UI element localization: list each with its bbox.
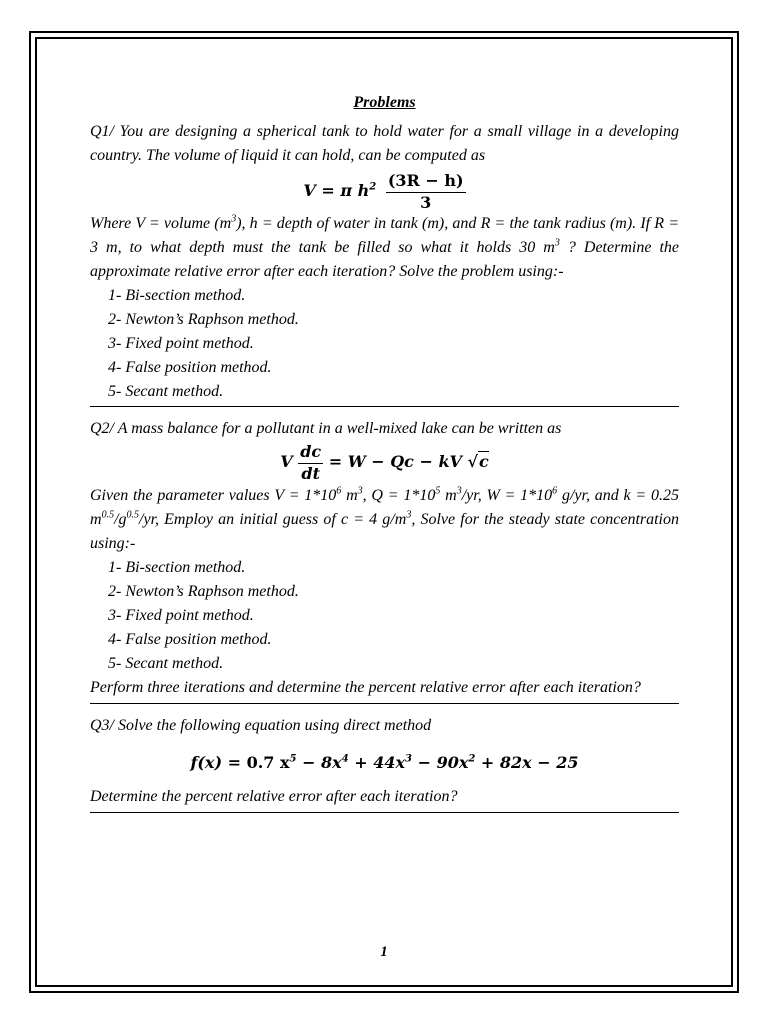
q3-closing: Determine the percent relative error after each iteration? bbox=[90, 788, 458, 805]
q2-text: /yr, Employ an initial guess of c = 4 g/m bbox=[139, 511, 407, 528]
q3-eq-term: + 44x bbox=[348, 753, 406, 772]
q2-sup: 5 bbox=[435, 485, 441, 497]
q3-eq-term: + 82x − 25 bbox=[475, 753, 579, 772]
q2-text: , Q = 1*10 bbox=[362, 487, 436, 504]
list-item: 4- False position method. bbox=[108, 631, 272, 648]
q2-text: , Solve for the steady state concentration using:- bbox=[90, 511, 680, 552]
list-item: 3- Fixed point method. bbox=[108, 335, 254, 352]
q2-closing: Perform three iterations and determine the percent relative error after each iteration? bbox=[90, 679, 641, 696]
q1-text-c: ? Determine the approximate relative error after each iteration? Solve the problem using:- bbox=[90, 239, 680, 280]
q1-intro: Q1/ You are designing a spherical tank to hold water for a small village in a developing country. The volume of liquid it can hold, can be computed as bbox=[90, 123, 679, 164]
q2-sup: 0.5 bbox=[101, 509, 115, 521]
q2-sup: 3 bbox=[406, 509, 412, 521]
list-item: 5- Secant method. bbox=[108, 383, 224, 400]
q1-method-list bbox=[90, 284, 679, 404]
q2-text: m bbox=[341, 487, 358, 504]
list-item: 3- Fixed point method. bbox=[108, 607, 254, 624]
list-item: 4- False position method. bbox=[108, 359, 272, 376]
section-divider bbox=[90, 812, 679, 813]
q2-sup: 0.5 bbox=[126, 509, 140, 521]
q2-eq-denominator: dt bbox=[298, 463, 323, 484]
q2-text: m bbox=[440, 487, 457, 504]
q2-eq-sqrt: √c bbox=[467, 452, 489, 471]
q2-method-list bbox=[90, 556, 679, 676]
q3-polynomial-equation bbox=[90, 753, 679, 772]
page-number: 1 bbox=[380, 944, 388, 960]
q3-eq-exp: 2 bbox=[468, 753, 476, 765]
q3-eq-term: − 90x bbox=[412, 753, 469, 772]
q2-eq-v: V bbox=[280, 452, 293, 471]
list-item: 2- Newton’s Raphson method. bbox=[108, 311, 299, 328]
list-item: 2- Newton’s Raphson method. bbox=[108, 583, 299, 600]
q3-eq-term: − 8x bbox=[296, 753, 342, 772]
q1-eq-denominator: 3 bbox=[386, 192, 466, 213]
list-item: 1- Bi-section method. bbox=[108, 287, 246, 304]
q1-volume-equation bbox=[90, 170, 679, 213]
q2-text: g/yr, and k = 0.25 m bbox=[90, 487, 679, 528]
q2-sup: 3 bbox=[456, 485, 462, 497]
q2-eq-fraction bbox=[298, 441, 323, 484]
q1-body bbox=[90, 212, 679, 284]
q1-eq-numerator: (3R − h) bbox=[387, 171, 464, 190]
q2-eq-radicand: c bbox=[479, 452, 489, 471]
section-divider bbox=[90, 406, 679, 407]
q2-text: /g bbox=[114, 511, 127, 528]
list-item: 5- Secant method. bbox=[108, 655, 224, 672]
q1-text-b: ), h = depth of water in tank (m), and R = the tank radius (m). If R = 3 m, to what depth must the tank be filled so what it holds 30 m bbox=[90, 215, 679, 256]
q2-intro: Q2/ A mass balance for a pollutant in a well-mixed lake can be written as bbox=[90, 420, 562, 437]
q1-sup-a: 3 bbox=[231, 213, 237, 225]
q2-text: Given the parameter values V = 1*10 bbox=[90, 487, 337, 504]
q2-text: /yr, W = 1*10 bbox=[461, 487, 553, 504]
q2-sup: 6 bbox=[552, 485, 558, 497]
q3-eq-term: 0.7 x bbox=[246, 753, 290, 772]
q2-sup: 6 bbox=[336, 485, 342, 497]
q2-sup: 3 bbox=[357, 485, 363, 497]
section-divider bbox=[90, 703, 679, 704]
q2-mass-balance-equation bbox=[90, 441, 679, 484]
q1-eq-lhs-exponent: 2 bbox=[369, 181, 377, 193]
q2-eq-numerator: dc bbox=[300, 442, 322, 461]
q3-eq-exp: 3 bbox=[405, 753, 413, 765]
q3-eq-exp: 5 bbox=[289, 753, 297, 765]
q1-eq-lhs: V = π h bbox=[303, 181, 370, 200]
document-body bbox=[90, 93, 679, 813]
q1-eq-fraction bbox=[386, 170, 466, 213]
q3-eq-f: f(x) = bbox=[190, 753, 247, 772]
q1-sup-b: 3 bbox=[554, 237, 560, 249]
q1-text-a: Where V = volume (m bbox=[90, 215, 232, 232]
q2-eq-rhs: = W − Qc − kV bbox=[323, 452, 468, 471]
q2-parameters bbox=[90, 484, 679, 556]
list-item: 1- Bi-section method. bbox=[108, 559, 246, 576]
page-title: Problems bbox=[353, 94, 416, 111]
q3-eq-exp: 4 bbox=[341, 753, 349, 765]
q3-intro: Q3/ Solve the following equation using direct method bbox=[90, 717, 432, 734]
